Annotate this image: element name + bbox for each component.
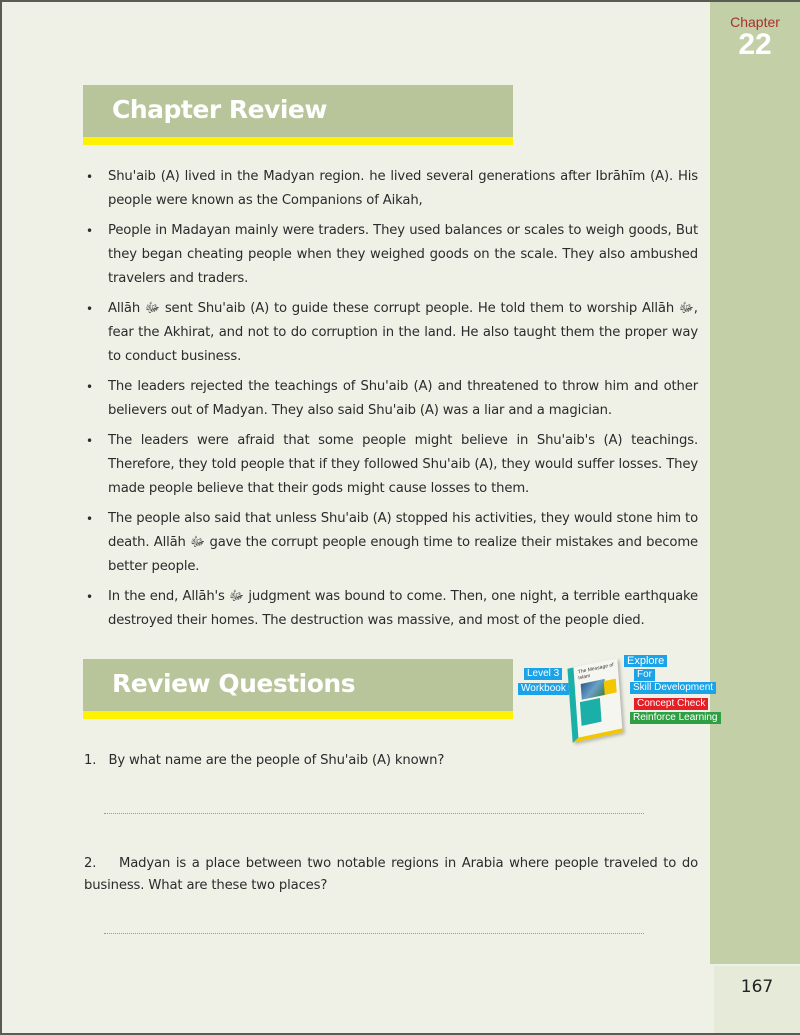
bullet-icon: • [86, 512, 93, 526]
bullet-icon: • [86, 590, 93, 604]
skill-development-tag: Skill Development [630, 682, 716, 694]
question-text: By what name are the people of Shu'aib (A) known? [108, 753, 445, 768]
chapter-review-header [83, 85, 513, 139]
concept-check-tag: Concept Check [634, 698, 708, 710]
chapter-number: 22 [738, 28, 772, 61]
review-questions-header [83, 659, 513, 713]
for-tag: For [634, 669, 655, 681]
bullet-icon: • [86, 302, 93, 316]
bullet-icon: • [86, 434, 93, 448]
review-bullet: • The leaders rejected the teachings of Shu'aib (A) and threatened to throw him and other believers out of Madyan. They also said Shu'aib (A) was a liar and a magician. [84, 375, 698, 423]
review-bullet: • The leaders were afraid that some people might believe in Shu'aib's (A) teachings. Therefore, they told people that if they followed Shu'aib (A), they would suffer losses. They made people believe that their gods might cause losses to them. [84, 429, 698, 501]
question-number: 1. [84, 753, 97, 768]
question-number: 2. [84, 856, 97, 871]
question-2 [84, 853, 698, 897]
reinforce-learning-tag: Reinforce Learning [630, 712, 721, 724]
bullet-icon: • [86, 170, 93, 184]
chapter-side-strip [710, 2, 800, 964]
answer-line-1[interactable] [104, 813, 644, 814]
chapter-label: Chapter [730, 14, 780, 30]
chapter-review-list [84, 165, 698, 639]
review-bullet: • Shu'aib (A) lived in the Madyan region. he lived several generations after Ibrāhīm (A). His people were known as the Companions of Aikah, [84, 165, 698, 213]
workbook-cover-image: The Message of Islam [567, 658, 622, 743]
review-bullet: • In the end, Allāh's ﷻ judgment was bound to come. Then, one night, a terrible earthquake destroyed their homes. The destruction was massive, and most of the people died. [84, 585, 698, 633]
review-questions-title: Review Questions [112, 669, 356, 698]
workbook-tag: Workbook [518, 683, 569, 695]
review-bullet: • Allāh ﷻ sent Shu'aib (A) to guide these corrupt people. He told them to worship Allāh ﷻ, fear the Akhirat, and not to do corruption in the land. He also taught them the proper way to conduct business. [84, 297, 698, 369]
page [2, 2, 800, 1033]
question-1 [84, 750, 698, 772]
bullet-icon: • [86, 224, 93, 238]
level-tag: Level 3 [524, 668, 562, 680]
bullet-icon: • [86, 380, 93, 394]
workbook-promo[interactable] [514, 653, 724, 743]
review-bullet: • People in Madayan mainly were traders. They used balances or scales to weigh goods, But they began cheating people when they weighed goods on the scale. They also ambushed travelers and traders. [84, 219, 698, 291]
header-underline [83, 711, 513, 719]
question-text: Madyan is a place between two notable regions in Arabia where people traveled to do business. What are these two places? [84, 856, 698, 893]
explore-tag: Explore [624, 655, 667, 667]
review-bullet: • The people also said that unless Shu'aib (A) stopped his activities, they would stone him to death. Allāh ﷻ gave the corrupt people enough time to realize their mistakes and become better people. [84, 507, 698, 579]
answer-line-2[interactable] [104, 933, 644, 934]
chapter-review-title: Chapter Review [112, 95, 327, 124]
page-number: 167 [740, 977, 774, 997]
header-underline [83, 137, 513, 145]
